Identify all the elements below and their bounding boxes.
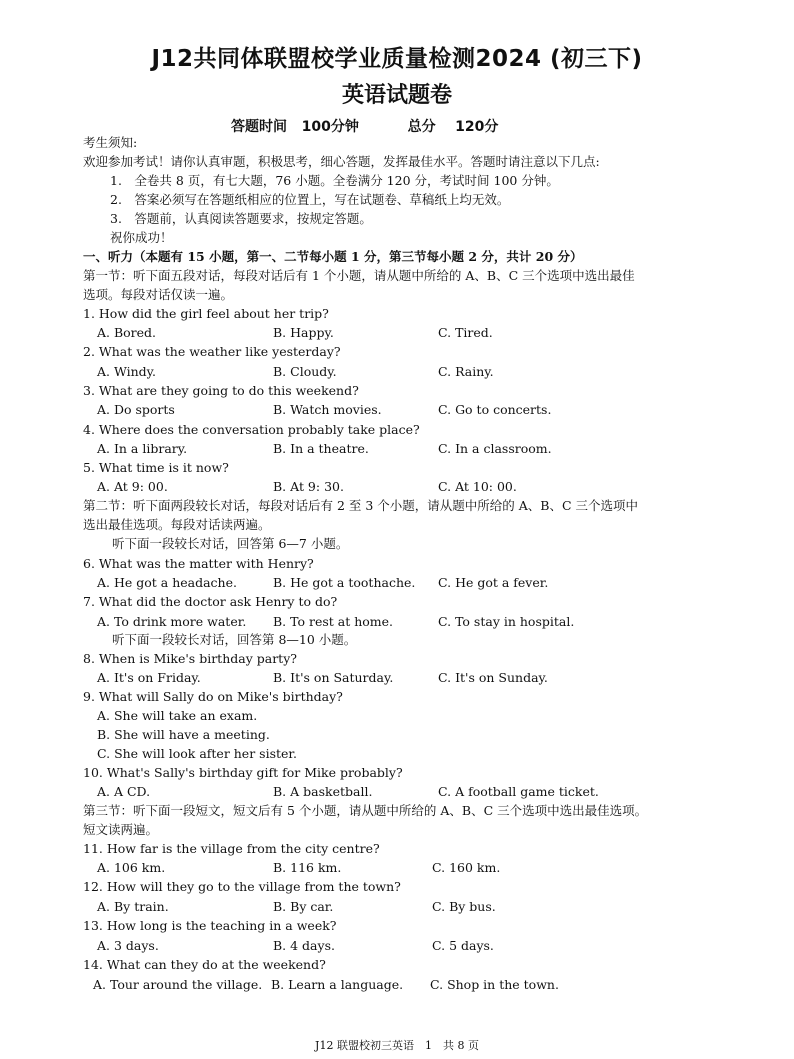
option-c: C. By bus. [432, 899, 496, 914]
option-a: A. To drink more water. [97, 614, 247, 629]
option-b: B. At 9: 30. [273, 479, 344, 494]
option-b: B. By car. [273, 899, 334, 914]
question: 13. How long is the teaching in a week? [83, 918, 337, 933]
question: 5. What time is it now? [83, 460, 229, 475]
option-c: C. Go to concerts. [438, 402, 552, 417]
option-b: B. A basketball. [273, 784, 373, 799]
section1-instruction: 选项。每段对话仅读一遍。 [83, 287, 234, 302]
option-a: A. 106 km. [97, 860, 166, 875]
option-c: C. Tired. [438, 325, 493, 340]
notice-wish: 祝你成功！ [110, 230, 173, 245]
option-c: C. She will look after her sister. [97, 746, 297, 761]
section1-instruction: 第一节：听下面五段对话，每段对话后有 1 个小题，请从题中所给的 A、B、C 三个选项中选出最佳 [83, 268, 635, 283]
option-a: A. Tour around the village. [93, 977, 263, 992]
option-a: A. By train. [97, 899, 169, 914]
option-b: B. 4 days. [273, 938, 335, 953]
option-b: B. Cloudy. [273, 364, 337, 379]
option-b: B. In a theatre. [273, 441, 369, 456]
option-a: A. She will take an exam. [97, 708, 258, 723]
question: 7. What did the doctor ask Henry to do? [83, 594, 338, 609]
option-c: C. In a classroom. [438, 441, 552, 456]
section2-instruction: 第二节：听下面两段较长对话，每段对话后有 2 至 3 个小题，请从题中所给的 A、B、C 三个选项中 [83, 498, 639, 513]
notice-item: 2. 答案必须写在答题纸相应的位置上，写在试题卷、草稿纸上均无效。 [110, 192, 510, 207]
notice-item: 1. 全卷共 8 页，有七大题，76 小题。全卷满分 120 分，考试时间 100 分钟。 [110, 173, 559, 188]
option-b: B. It's on Saturday. [273, 670, 394, 685]
option-b: B. He got a toothache. [273, 575, 416, 590]
option-a: A. 3 days. [97, 938, 159, 953]
option-b: B. 116 km. [273, 860, 342, 875]
option-c: C. He got a fever. [438, 575, 549, 590]
part1-heading: 一、听力（本题有 15 小题，第一、二节每小题 1 分，第三节每小题 2 分，共计 20 分） [83, 249, 583, 264]
question: 6. What was the matter with Henry? [83, 556, 314, 571]
option-a: A. He got a headache. [97, 575, 237, 590]
question: 1. How did the girl feel about her trip? [83, 306, 329, 321]
option-a: A. In a library. [97, 441, 188, 456]
notice-heading: 考生须知: [83, 135, 138, 150]
time-score-line [231, 116, 498, 136]
option-c: C. Shop in the town. [430, 977, 559, 992]
question: 8. When is Mike's birthday party? [83, 651, 297, 666]
score-label: 总分 [407, 119, 436, 135]
score-value: 120分 [455, 119, 499, 135]
question: 9. What will Sally do on Mike's birthday? [83, 689, 343, 704]
page-footer: J12 联盟校初三英语 1 共 8 页 [315, 1039, 479, 1052]
option-b: B. Happy. [273, 325, 334, 340]
question: 2. What was the weather like yesterday? [83, 344, 341, 359]
option-a: A. Bored. [97, 325, 157, 340]
question: 3. What are they going to do this weekend? [83, 383, 359, 398]
option-c: C. 5 days. [432, 938, 494, 953]
exam-title: J12共同体联盟校学业质量检测2024 (初三下) [151, 46, 643, 72]
option-c: C. At 10: 00. [438, 479, 517, 494]
question: 12. How will they go to the village from the town? [83, 879, 401, 894]
section2-note: 听下面一段较长对话，回答第 6—7 小题。 [112, 536, 349, 551]
question: 11. How far is the village from the city centre? [83, 841, 380, 856]
option-c: C. A football game ticket. [438, 784, 599, 799]
option-b: B. Learn a language. [271, 977, 404, 992]
option-b: B. She will have a meeting. [97, 727, 270, 742]
option-c: C. It's on Sunday. [438, 670, 548, 685]
option-c: C. Rainy. [438, 364, 494, 379]
option-a: A. Do sports [97, 402, 175, 417]
time-label: 答题时间 [231, 119, 287, 135]
section2-note: 听下面一段较长对话，回答第 8—10 小题。 [112, 632, 357, 647]
question: 4. Where does the conversation probably take place? [83, 422, 420, 437]
question: 10. What's Sally's birthday gift for Mike probably? [83, 765, 403, 780]
exam-subtitle: 英语试题卷 [341, 83, 452, 108]
section3-instruction: 短文读两遍。 [83, 822, 159, 837]
section2-instruction: 选出最佳选项。每段对话读两遍。 [83, 517, 271, 532]
question: 14. What can they do at the weekend? [83, 957, 326, 972]
section3-instruction: 第三节：听下面一段短文，短文后有 5 个小题，请从题中所给的 A、B、C 三个选项中选出最佳选项。 [83, 803, 648, 818]
time-value: 100分钟 [301, 119, 359, 135]
notice-item: 3. 答题前，认真阅读答题要求，按规定答题。 [110, 211, 372, 226]
option-c: C. To stay in hospital. [438, 614, 575, 629]
option-b: B. To rest at home. [273, 614, 394, 629]
option-c: C. 160 km. [432, 860, 501, 875]
option-a: A. A CD. [97, 784, 151, 799]
option-a: A. Windy. [97, 364, 157, 379]
notice-intro: 欢迎参加考试！请你认真审题，积极思考，细心答题，发挥最佳水平。答题时请注意以下几点: [83, 154, 600, 169]
option-a: A. At 9: 00. [97, 479, 168, 494]
option-a: A. It's on Friday. [97, 670, 201, 685]
option-b: B. Watch movies. [273, 402, 382, 417]
